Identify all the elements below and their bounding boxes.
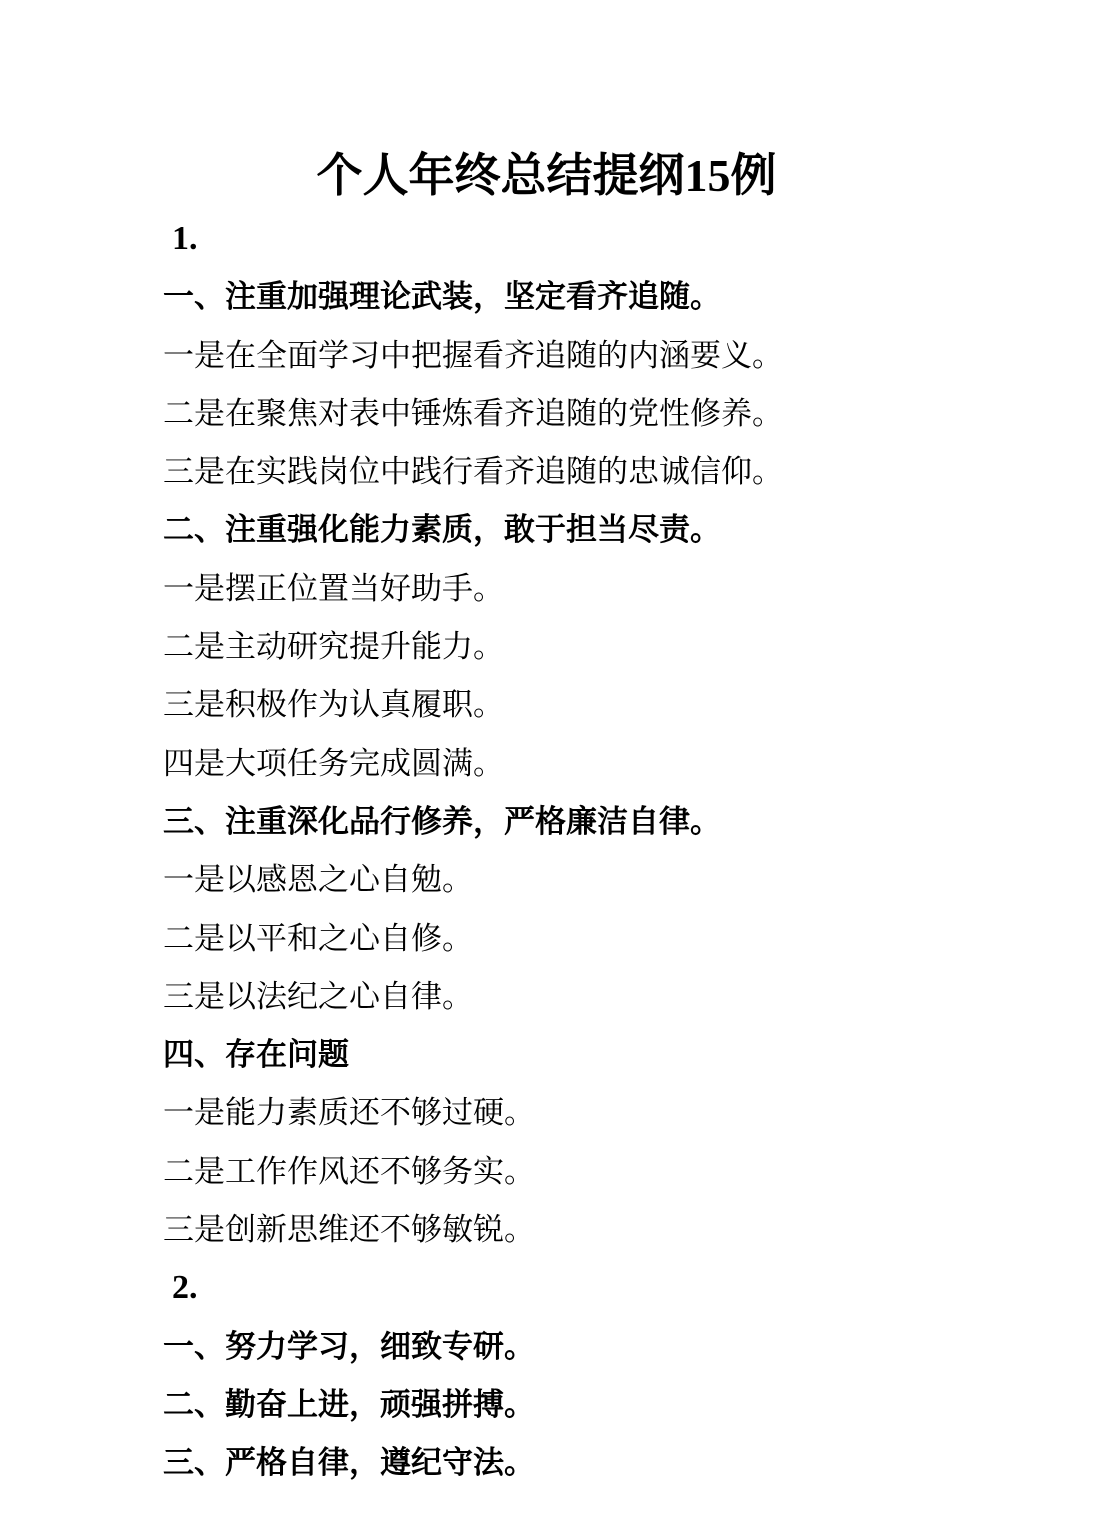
- line-11: 一是以感恩之心自勉。: [163, 862, 473, 899]
- title-number: 15: [684, 150, 731, 201]
- title-text: 个人年终总结提纲: [316, 148, 685, 202]
- line-15: 一是能力素质还不够过硬。: [163, 1095, 535, 1132]
- line-13: 三是以法纪之心自律。: [163, 978, 473, 1015]
- document-body: [163, 210, 1043, 1493]
- line-4: 三是在实践岗位中践行看齐追随的忠诚信仰。: [163, 454, 783, 491]
- line-5: 二、注重强化能力素质，敢于担当尽责。: [163, 512, 721, 549]
- line-1: 一、注重加强理论武装，坚定看齐追随。: [163, 279, 721, 316]
- document-title: [0, 142, 1093, 209]
- line-14: 四、存在问题: [163, 1037, 349, 1074]
- title-suffix: 例: [730, 148, 777, 202]
- line-21: 三、严格自律，遵纪守法。: [163, 1445, 535, 1482]
- line-12: 二是以平和之心自修。: [163, 920, 473, 957]
- line-10: 三、注重深化品行修养，严格廉洁自律。: [163, 803, 721, 840]
- line-20: 二、勤奋上进，顽强拼搏。: [163, 1386, 535, 1423]
- line-7: 二是主动研究提升能力。: [163, 629, 504, 666]
- line-3: 二是在聚焦对表中锤炼看齐追随的党性修养。: [163, 395, 783, 432]
- line-16: 二是工作作风还不够务实。: [163, 1153, 535, 1190]
- line-0: 1.: [172, 220, 198, 257]
- line-6: 一是摆正位置当好助手。: [163, 570, 504, 607]
- line-19: 一、努力学习，细致专研。: [163, 1328, 535, 1365]
- line-2: 一是在全面学习中把握看齐追随的内涵要义。: [163, 337, 783, 374]
- line-18: 2.: [172, 1269, 198, 1307]
- line-8: 三是积极作为认真履职。: [163, 687, 504, 724]
- line-9: 四是大项任务完成圆满。: [163, 745, 504, 782]
- line-17: 三是创新思维还不够敏锐。: [163, 1212, 535, 1249]
